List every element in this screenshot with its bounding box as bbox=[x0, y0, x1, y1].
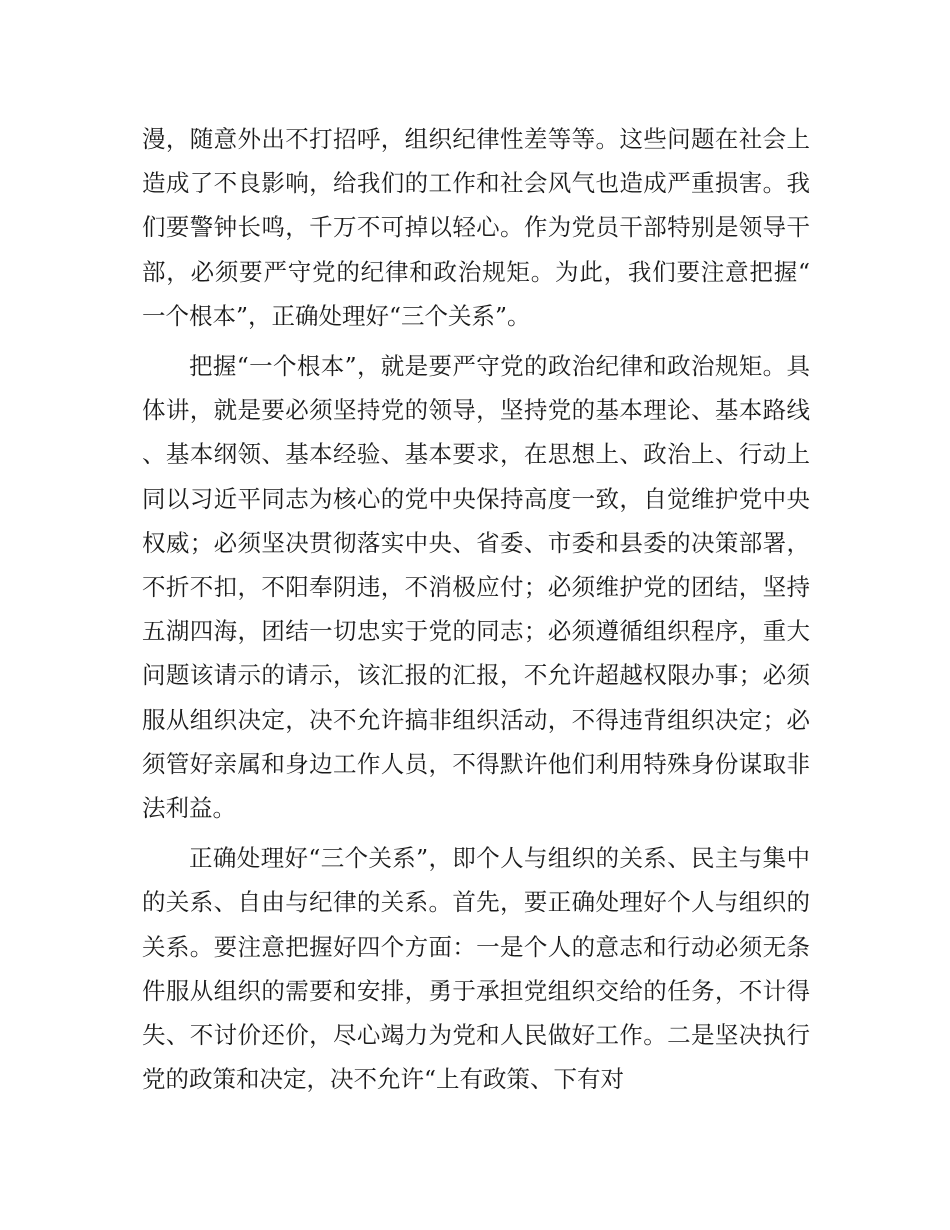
document-body bbox=[142, 117, 810, 1107]
paragraph-three-relations: 正确处理好“三个关系”，即个人与组织的关系、民主与集中的关系、自由与纪律的关系。首先，要正确处理好个人与组织的关系。要注意把握好四个方面：一是个人的意志和行动必须无条件服从组织的需要和安排，勇于承担党组织交给的任务，不计得失、不讨价还价，尽心竭力为党和人民做好工作。二是坚决执行党的政策和决定，决不允许“上有政策、下有对 bbox=[142, 844, 810, 1094]
paragraph-one-root: 把握“一个根本”，就是要严守党的政治纪律和政治规矩。具体讲，就是要必须坚持党的领导，坚持党的基本理论、基本路线、基本纲领、基本经验、基本要求，在思想上、政治上、行动上同以习近平同志为核心的党中央保持高度一致，自觉维护党中央权威；必须坚决贯彻落实中央、省委、市委和县委的决策部署，不折不扣，不阳奉阴违，不消极应付；必须维护党的团结，坚持五湖四海，团结一切忠实于党的同志；必须遵循组织程序，重大问题该请示的请示，该汇报的汇报，不允许超越权限办事；必须服从组织决定，决不允许搞非组织活动，不得违背组织决定；必须管好亲属和身边工作人员，不得默许他们利用特殊身份谋取非法利益。 bbox=[142, 352, 810, 823]
paragraph-continuation: 漫，随意外出不打招呼，组织纪律性差等等。这些问题在社会上造成了不良影响，给我们的工作和社会风气也造成严重损害。我们要警钟长鸣，千万不可掉以轻心。作为党员干部特别是领导干部，必须要严守党的纪律和政治规矩。为此，我们要注意把握“一个根本”，正确处理好“三个关系”。 bbox=[142, 125, 810, 330]
